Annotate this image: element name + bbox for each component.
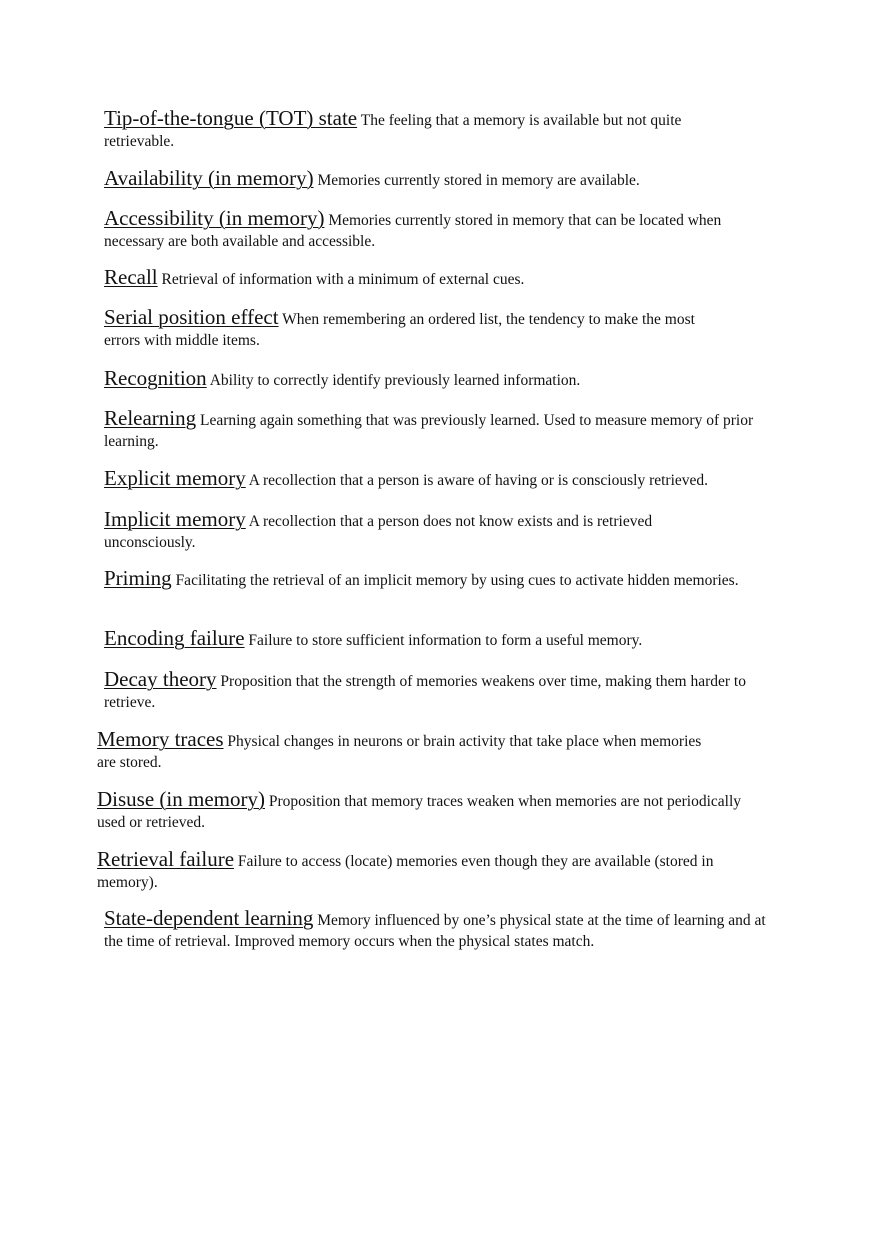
glossary-entry-serial-position <box>104 307 734 351</box>
term: Encoding failure <box>104 626 245 650</box>
term: Explicit memory <box>104 466 246 490</box>
glossary-entry-encoding-failure <box>104 628 764 651</box>
glossary-entry-relearning <box>104 408 776 452</box>
definition: Physical changes in neurons or brain activity that take place when memories are stored. <box>97 733 702 771</box>
glossary-entry-explicit-memory <box>104 468 794 491</box>
definition: The feeling that a memory is available but not quite retrievable. <box>104 112 682 150</box>
term: Implicit memory <box>104 507 246 531</box>
definition: When remembering an ordered list, the tendency to make the most errors with middle items. <box>104 311 695 349</box>
term: Decay theory <box>104 667 217 691</box>
definition: A recollection that a person does not know exists and is retrieved unconsciously. <box>104 513 653 551</box>
glossary-entry-accessibility <box>104 208 764 252</box>
term: Accessibility (in memory) <box>104 206 325 230</box>
term: Serial position effect <box>104 305 279 329</box>
term: State-dependent learning <box>104 906 314 930</box>
glossary-entry-recognition <box>104 368 764 391</box>
definition: Proposition that the strength of memories weakens over time, making them harder to retrieve. <box>104 673 746 711</box>
glossary-entry-recall <box>104 267 764 290</box>
term: Priming <box>104 566 172 590</box>
term: Availability (in memory) <box>104 166 314 190</box>
term: Memory traces <box>97 727 224 751</box>
definition: Memory influenced by one’s physical state at the time of learning and at the time of retrieval. Improved memory occurs when the physical states match. <box>104 912 766 950</box>
definition: Retrieval of information with a minimum of external cues. <box>161 271 525 288</box>
glossary-entry-priming <box>104 568 754 591</box>
definition: Memories currently stored in memory that can be located when necessary are both available and accessible. <box>104 212 722 250</box>
definition: Memories currently stored in memory are available. <box>317 172 640 189</box>
term: Recall <box>104 265 158 289</box>
glossary-entry-state-dependent-learning <box>104 908 784 952</box>
term: Tip-of-the-tongue (TOT) state <box>104 106 358 130</box>
definition: Learning again something that was previously learned. Used to measure memory of prior learning. <box>104 412 754 450</box>
glossary-entry-tot-state <box>104 108 754 152</box>
glossary-entry-implicit-memory <box>104 509 744 553</box>
definition: Failure to access (locate) memories even though they are available (stored in memory). <box>97 853 714 891</box>
term: Disuse (in memory) <box>97 787 265 811</box>
term: Recognition <box>104 366 207 390</box>
definition: Proposition that memory traces weaken when memories are not periodically used or retrieved. <box>97 793 742 831</box>
term: Retrieval failure <box>97 847 235 871</box>
glossary-entry-retrieval-failure <box>97 849 767 893</box>
glossary-entry-decay-theory <box>104 669 764 713</box>
term: Relearning <box>104 406 197 430</box>
definition: Failure to store sufficient information to form a useful memory. <box>248 632 643 649</box>
definition: A recollection that a person is aware of having or is consciously retrieved. <box>248 472 709 489</box>
glossary-entry-memory-traces <box>97 729 717 773</box>
definition: Facilitating the retrieval of an implicit memory by using cues to activate hidden memories. <box>175 572 739 589</box>
glossary-entry-disuse <box>97 789 747 833</box>
glossary-entry-availability <box>104 168 764 191</box>
definition: Ability to correctly identify previously learned information. <box>209 372 581 389</box>
